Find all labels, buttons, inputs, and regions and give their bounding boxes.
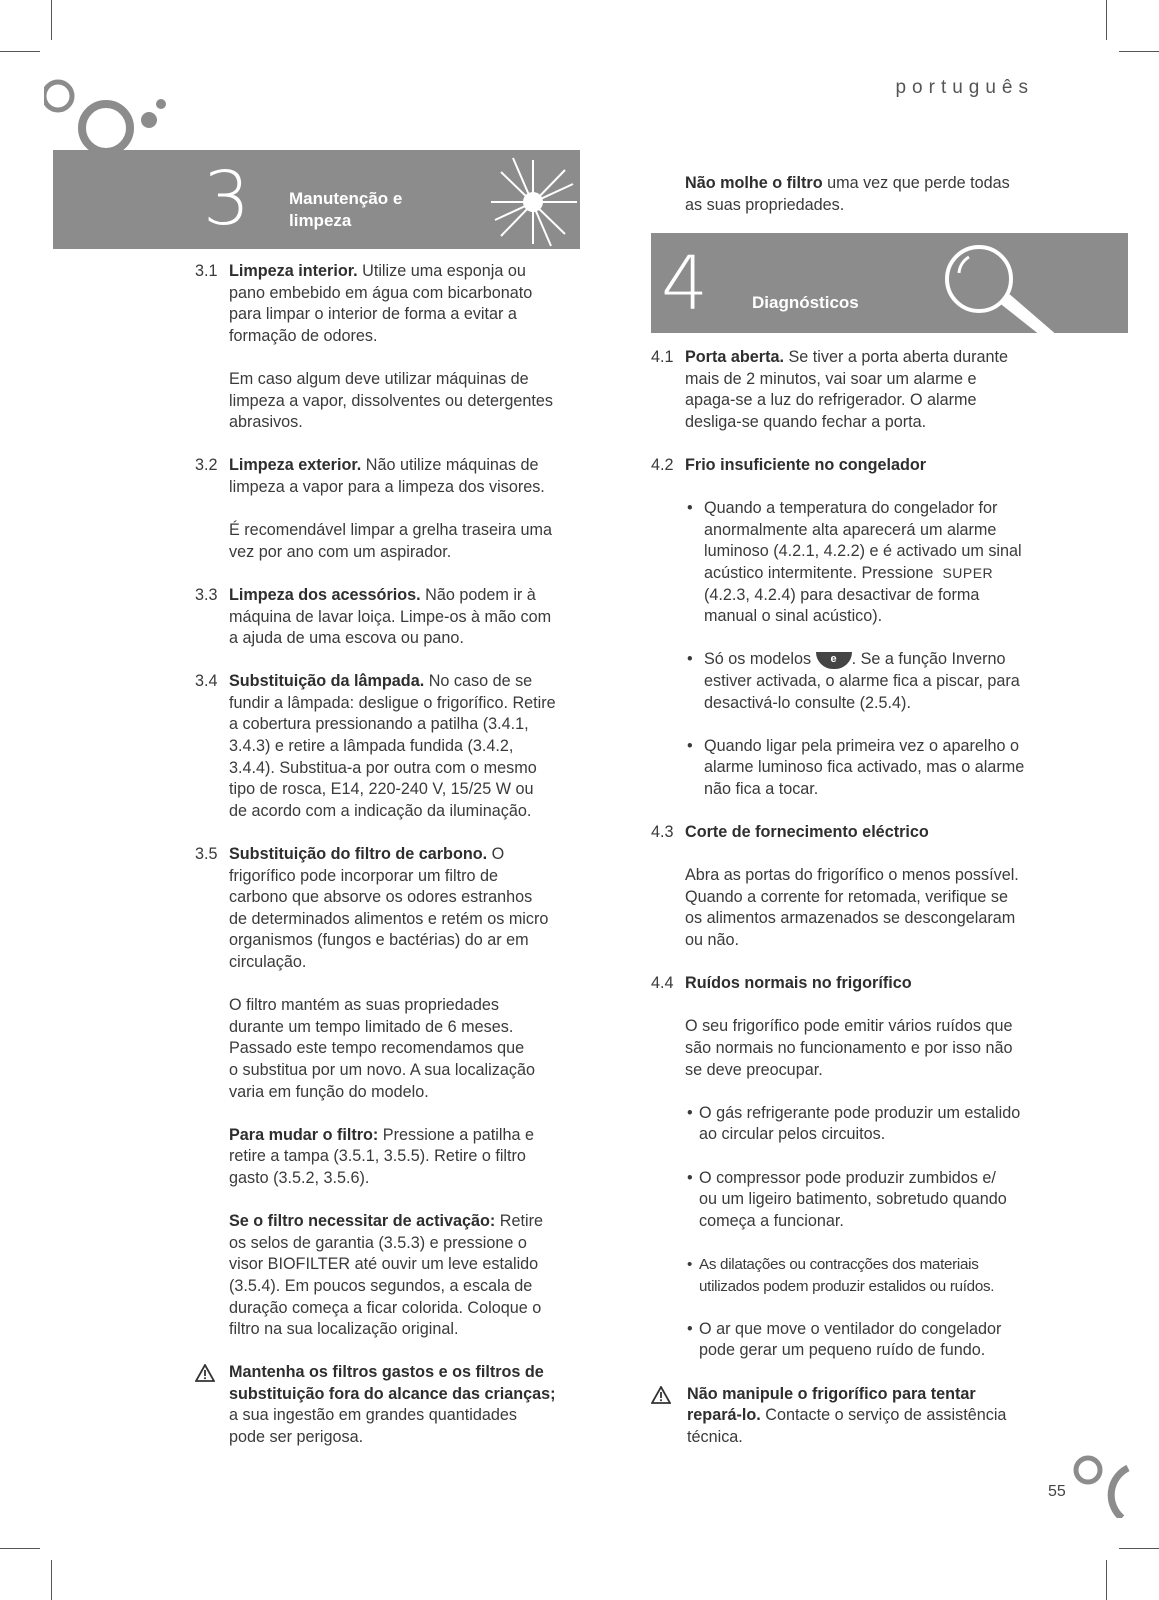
item-3-1: 3.1 Limpeza interior. Utilize uma esponja ou pano embebido em água com bicarbonato para limpar o interior de forma a evitar a formação de odores. Em caso algum deve utilizar máquinas de limpeza a vapor, dissolventes ou detergentes abrasivos. xyxy=(195,262,553,432)
bullet-4-4-3: • As dilatações ou contracções dos materiais utilizados podem produzir estalidos ou ruídos. xyxy=(687,1255,995,1295)
page-number: 55 xyxy=(1048,1483,1066,1500)
item-3-3: 3.3 Limpeza dos acessórios. Não podem ir à máquina de lavar loiça. Limpe-os à mão com a ajuda de uma escova ou pano. xyxy=(195,585,552,648)
circles-logo-icon xyxy=(44,78,174,158)
bullet-4-4-4: • O ar que move o ventilador do congelador pode gerar um pequeno ruído de fundo. xyxy=(687,1319,1002,1360)
item-3-4: 3.4 Substituição da lâmpada. No caso de se fundir a lâmpada: desligue o frigorífico. Retire a cobertura pressionando a patilha (3.4.1, 3.4.3) e retire a lâmpada fundida (3.4.2, 3.4.4). Substitua-a por outra com o mesmo tipo de rosca, E14, 220-240 V, 15/25 W ou de acordo com a indicação da iluminação. xyxy=(195,672,556,820)
crop-mark xyxy=(0,51,40,52)
e-model-badge: e xyxy=(816,652,852,669)
section3-title: Manutenção e limpeza xyxy=(289,189,403,230)
warning-4: Não manipule o frigorífico para tentar repará-lo. Contacte o serviço de assistência técnica. xyxy=(651,1384,1081,1449)
language-label: português xyxy=(895,77,1034,98)
crop-mark xyxy=(1119,1548,1159,1549)
magnifier-icon xyxy=(931,243,1061,333)
super-button-label: SUPER xyxy=(942,564,994,581)
bullet-4-2-3: • Quando ligar pela primeira vez o aparelho o alarme luminoso fica activado, mas o alarme não fica a tocar. xyxy=(687,736,1025,798)
crop-mark xyxy=(1119,51,1159,52)
item-3-5: 3.5 Substituição do filtro de carbono. O frigorífico pode incorporar um filtro de carbono que absorve os odores estranhos de determinados alimentos e retém os micro organismos (fungos e bactérias) do ar em circulação. O filtro mantém as suas propriedades durante um tempo limitado de 6 meses. Passado este tempo recomendamos que o substitua por um novo. A sua localização varia em função do modelo. Para mudar o filtro: Pressione a patilha e retire a tampa (3.5.1, 3.5.5). Retire o filtro gasto (3.5.2, 3.5.6). Se o filtro necessitar de activação: Retire os selos de garantia (3.5.3) e pressione o visor BIOFILTER até ouvir um leve estalido (3.5.4). Em poucos segundos, a escala de duração começa a ficar colorida. Coloque o filtro na sua localização original. xyxy=(195,845,549,1339)
bullet-4-2-2: • Só os modelos e . Se a função Inverno estiver activada, o alarme fica a piscar, para desactivá-lo consulte (2.5.4). xyxy=(687,650,1020,712)
crop-mark xyxy=(1106,1560,1107,1600)
section4-header xyxy=(651,233,1128,333)
right-top-note: Não molhe o filtro uma vez que perde todas as suas propriedades. xyxy=(685,174,1010,214)
warning-triangle-icon xyxy=(651,1386,671,1404)
crop-mark xyxy=(0,1548,40,1549)
warning-triangle-icon xyxy=(195,1364,215,1382)
warning-3: Mantenha os filtros gastos e os filtros de substituição fora do alcance das crianças; a sua ingestão em grandes quantidades pode ser perigosa. xyxy=(195,1362,590,1448)
crop-mark xyxy=(51,0,52,40)
bullet-4-2-1: • Quando a temperatura do congelador for anormalmente alta aparecerá um alarme luminoso (4.2.1, 4.2.2) e é activado um sinal acústico intermitente. Pressione SUPER (4.2.3, 4.2.4) para desactivar de forma manual o sinal acústico). xyxy=(687,499,1022,626)
left-column xyxy=(195,261,590,1449)
right-column xyxy=(651,347,1081,1448)
item-3-2: 3.2 Limpeza exterior. Não utilize máquinas de limpeza a vapor para a limpeza dos visores. É recomendável limpar a grelha traseira uma vez por ano com um aspirador. xyxy=(195,456,552,561)
section3-header xyxy=(53,150,580,249)
item-4-1: 4.1 Porta aberta. Se tiver a porta aberta durante mais de 2 minutos, vai soar um alarme e apaga-se a luz do refrigerador. O alarme desliga-se quando fechar a porta. xyxy=(651,348,1009,431)
item-4-4: 4.4 Ruídos normais no frigorífico O seu frigorífico pode emitir vários ruídos que são normais no funcionamento e por isso não se deve preocupar. xyxy=(651,974,1013,1079)
section4-number: 4 xyxy=(661,241,709,327)
circles-logo-icon xyxy=(1072,1448,1132,1518)
sparkle-icon xyxy=(473,150,580,249)
crop-mark xyxy=(1106,0,1107,40)
bullet-4-4-2: • O compressor pode produzir zumbidos e/ ou um ligeiro batimento, sobretudo quando começa a funcionar. xyxy=(687,1168,1007,1230)
section3-number: 3 xyxy=(203,156,251,242)
item-4-3: 4.3 Corte de fornecimento eléctrico Abra as portas do frigorífico o menos possível. Quando a corrente for retomada, verifique se os alimentos armazenados se descongelaram ou não. xyxy=(651,823,1019,950)
section4-title: Diagnósticos xyxy=(752,293,859,312)
bullet-4-4-1: • O gás refrigerante pode produzir um estalido ao circular pelos circuitos. xyxy=(687,1103,1021,1144)
crop-mark xyxy=(51,1560,52,1600)
item-4-2: 4.2 Frio insuficiente no congelador xyxy=(651,455,927,474)
